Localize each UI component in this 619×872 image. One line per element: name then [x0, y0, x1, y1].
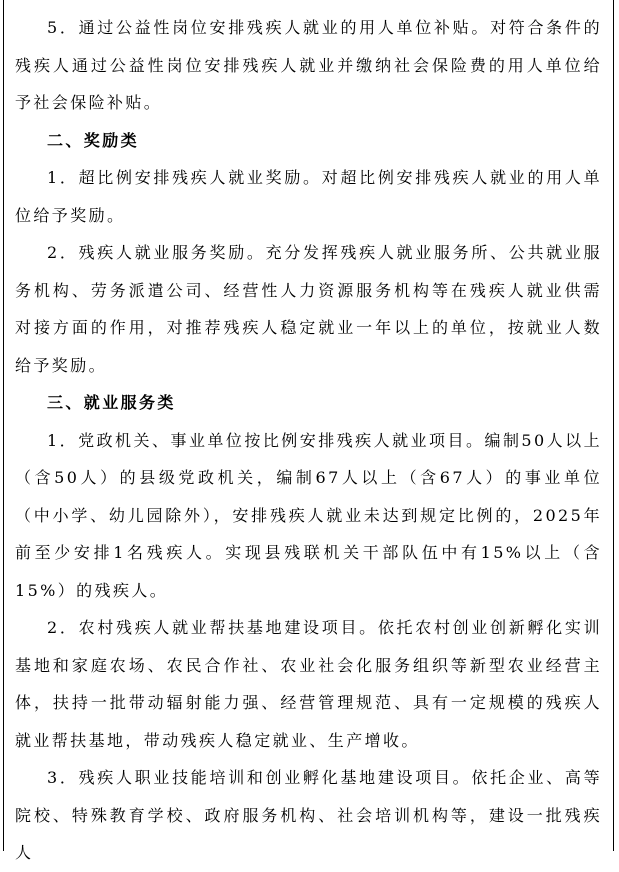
paragraph-reward-2: 2．残疾人就业服务奖励。充分发挥残疾人就业服务所、公共就业服务机构、劳务派遣公司、经营性人力资源服务机构等在残疾人就业供需对接方面的作用，对推荐残疾人稳定就业一年以上的单位，按就业人数给予奖励。	[15, 243, 602, 375]
paragraph-service-2: 2．农村残疾人就业帮扶基地建设项目。依托农村创业创新孵化实训基地和家庭农场、农民合作社、农业社会化服务组织等新型农业经营主体，扶持一批带动辐射能力强、经营管理规范、具有一定规模的残疾人就业帮扶基地，带动残疾人稳定就业、生产增收。	[15, 618, 602, 750]
section-heading-employment-services: 三、就业服务类	[47, 393, 176, 412]
document-page	[3, 0, 614, 862]
paragraph-subsidy-5: 5．通过公益性岗位安排残疾人就业的用人单位补贴。对符合条件的残疾人通过公益性岗位安排残疾人就业并缴纳社会保险费的用人单位给予社会保险补贴。	[15, 18, 602, 112]
paragraph-service-3: 3．残疾人职业技能培训和创业孵化基地建设项目。依托企业、高等院校、特殊教育学校、政府服务机构、社会培训机构等，建设一批残疾人	[15, 768, 602, 862]
paragraph-service-1: 1．党政机关、事业单位按比例安排残疾人就业项目。编制50人以上（含50人）的县级党政机关，编制67人以上（含67人）的事业单位（中小学、幼儿园除外），安排残疾人就业未达到规定比例的，2025年前至少安排1名残疾人。实现县残联机关干部队伍中有15%以上（含15%）的残疾人。	[15, 430, 602, 600]
paragraph-reward-1: 1．超比例安排残疾人就业奖励。对超比例安排残疾人就业的用人单位给予奖励。	[15, 168, 602, 225]
section-heading-rewards: 二、奖励类	[47, 130, 140, 150]
